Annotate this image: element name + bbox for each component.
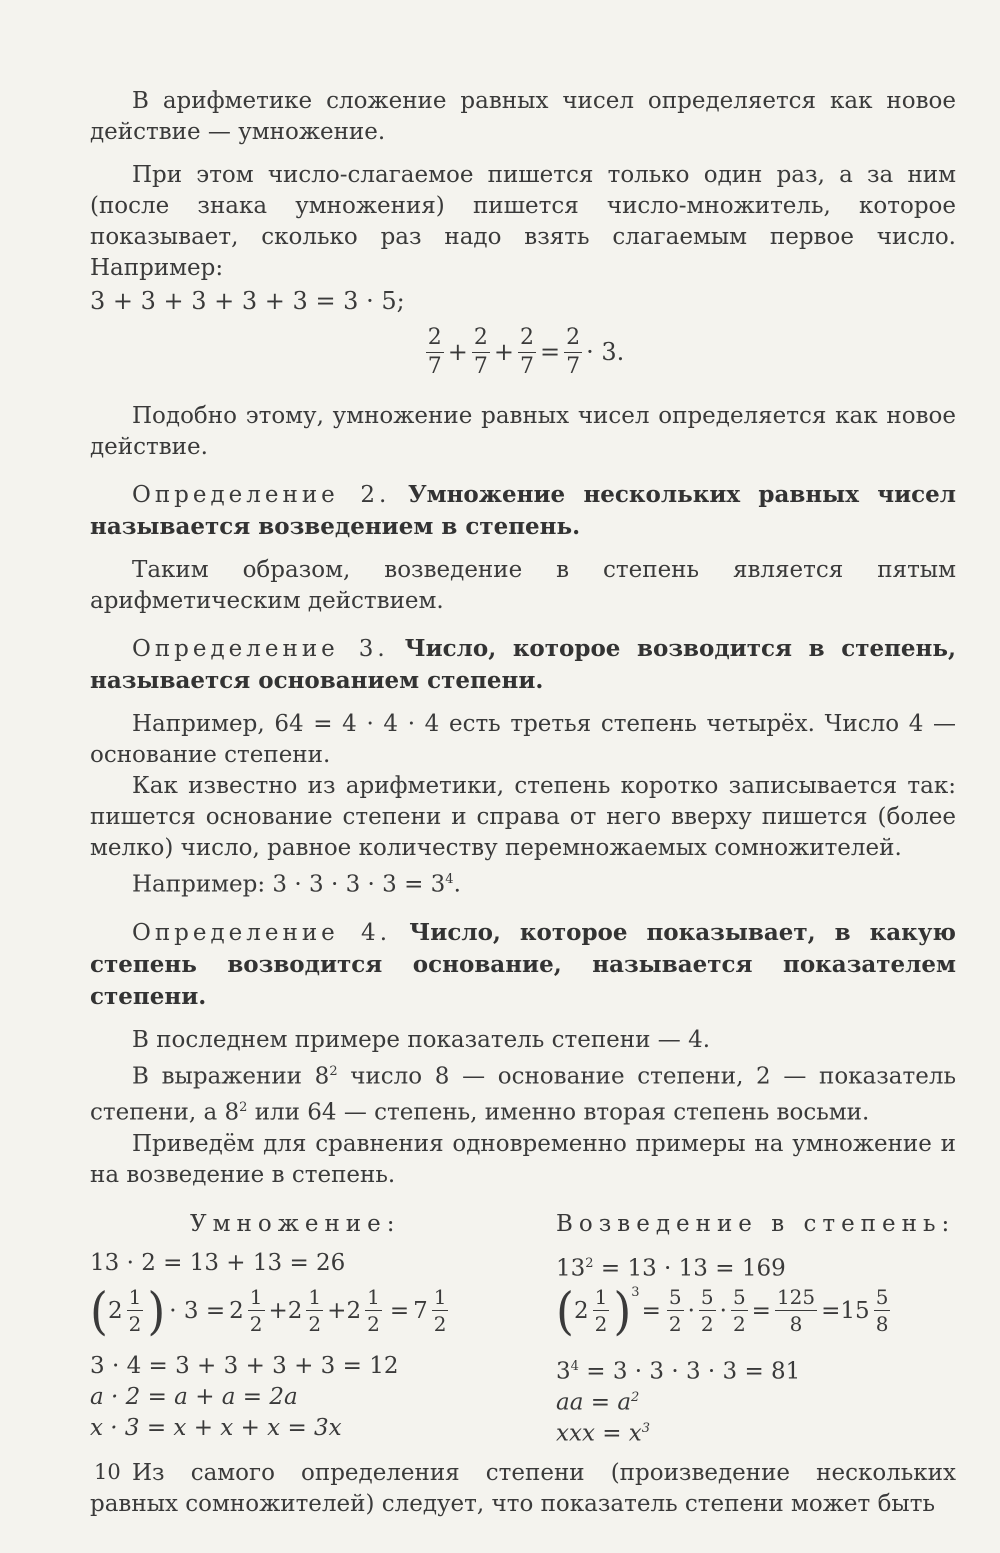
mult-line-3: 3 · 4 = 3 + 3 + 3 + 3 = 12: [90, 1352, 399, 1379]
paragraph-10: Приведём для сравнения одновременно примеры на умножение и на возведение в степень.: [90, 1130, 956, 1188]
paragraph-9: В выражении $8^2$ число 8 — основание степени, 2 — показатель степени, а $8^2$ или 64 — степень, именно вторая степень восьми.: [90, 1063, 956, 1126]
power-line-1: $13^2 = 13 \cdot 13 = 169$: [556, 1255, 786, 1282]
paragraph-1: В арифметике сложение равных чисел определяется как новое действие — умножение.: [90, 88, 956, 145]
comparison-table: [90, 1209, 956, 1447]
definition-4: Определение 4. Число, которое показывает, в какую степень возводится основание, называется показателем степени.: [90, 918, 957, 1010]
equation-2: $\frac{2}{7}$ + $\frac{2}{7}$ + $\frac{2}{7}$ = $\frac{2}{7}$ · 3.: [427, 324, 625, 379]
mult-line-2: ( 2 $\frac{1}{2}$ ) · 3 = 2 $\frac{1}{2}$ + 2 $\frac{1}{2}$ + 2 $\frac{1}{2}$ = 7 $\frac{1}{2}$: [90, 1281, 447, 1341]
mult-line-1: 13 · 2 = 13 + 13 = 26: [90, 1249, 346, 1276]
paragraph-5: Например, 64 = 4 · 4 · 4 есть третья степень четырёх. Число 4 — основание степени.: [90, 711, 956, 768]
power-column: [556, 1209, 956, 1447]
power-heading: Возведение в степень:: [556, 1210, 956, 1237]
page-content: [90, 86, 956, 1520]
mult-line-5: x · 3 = x + x + x = 3x: [90, 1414, 342, 1441]
definition-2: Определение 2. Умножение нескольких равных чисел называется возведением в степень.: [90, 481, 956, 540]
page-number: 10: [94, 1460, 121, 1484]
multiplication-column: [90, 1209, 510, 1444]
definition-3: Определение 3. Число, которое возводится в степень, называется основанием степени.: [90, 635, 957, 694]
paragraph-8: В последнем примере показатель степени — 4.: [132, 1026, 711, 1053]
power-line-3: $3^4 = 3 \cdot 3 \cdot 3 \cdot 3 = 81$: [556, 1358, 801, 1385]
power-line-2: ( 2 $\frac{1}{2}$ ) $^3$ = $\frac{5}{2}$ · $\frac{5}{2}$ · $\frac{5}{2}$ = $\frac{125}{8}$ = 15 $\frac{5}{8}$: [556, 1281, 889, 1341]
paragraph-4: Таким образом, возведение в степень является пятым арифметическим действием.: [90, 557, 956, 614]
paragraph-2: При этом число-слагаемое пишется только один раз, а за ним (после знака умножения) пишется число-множитель, которое показывает, сколько раз надо взять слагаемым первое число. Например:: [90, 162, 956, 281]
power-line-4: aa = $a^2$: [556, 1389, 640, 1416]
paragraph-11: Из самого определения степени (произведение нескольких равных сомножителей) следует, что показатель степени может быть: [90, 1459, 956, 1517]
paragraph-3: Подобно этому, умножение равных чисел определяется как новое действие.: [90, 403, 956, 460]
paragraph-6: Как известно из арифметики, степень коротко записывается так: пишется основание степени и справа от него вверху пишется (более мелко) число, равное количеству перемножаемых сомножителей.: [90, 773, 956, 861]
power-line-5: xxx = $x^3$: [556, 1420, 651, 1447]
mult-line-4: a · 2 = a + a = 2a: [90, 1383, 298, 1410]
paragraph-7: Например: $3 \cdot 3 \cdot 3 \cdot 3 = 3^4$.: [132, 871, 461, 898]
equation-1: 3 + 3 + 3 + 3 + 3 = 3 · 5;: [90, 287, 405, 315]
multiplication-heading: Умножение:: [190, 1210, 401, 1237]
